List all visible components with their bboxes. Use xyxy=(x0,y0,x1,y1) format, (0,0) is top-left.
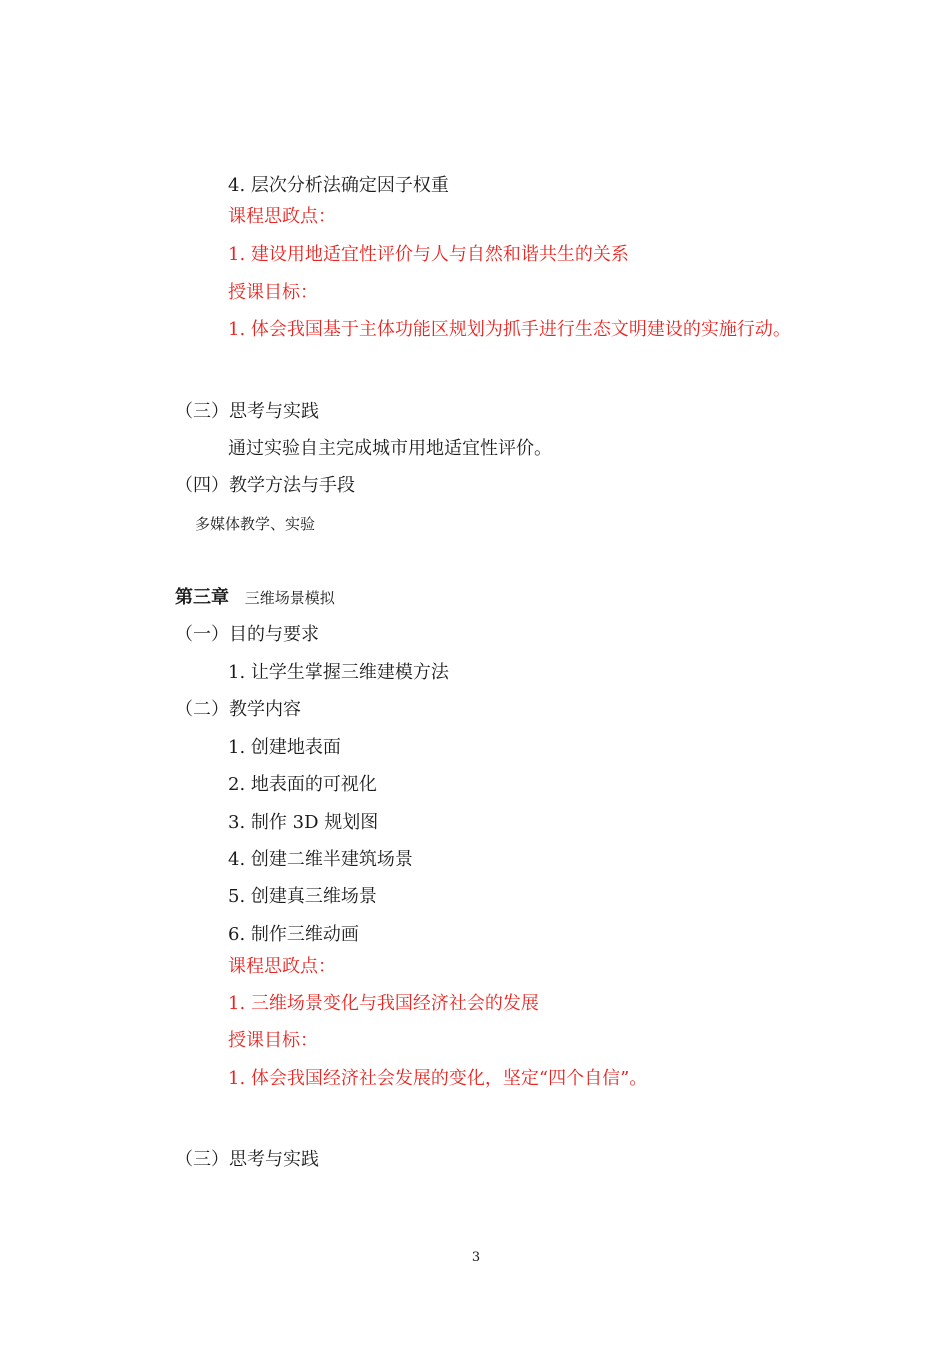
method-heading: （四）教学方法与手段 xyxy=(175,475,355,496)
ideology-label: 课程思政点： xyxy=(228,206,336,227)
goal-item-1: 1. 体会我国基于主体功能区规划为抓手进行生态文明建设的实施行动。 xyxy=(228,319,791,340)
content-item: 3. 制作 3D 规划图 xyxy=(228,812,379,833)
method-text: 多媒体教学、实验 xyxy=(195,515,316,533)
ideology-item-1: 1. 建设用地适宜性评价与人与自然和谐共生的关系 xyxy=(228,244,629,265)
content-item: 2. 地表面的可视化 xyxy=(228,774,377,795)
content-item-4: 4. 层次分析法确定因子权重 xyxy=(228,175,449,196)
content-item: 1. 创建地表面 xyxy=(228,737,341,758)
chapter-heading xyxy=(175,586,335,610)
ideology-item-1: 1. 三维场景变化与我国经济社会的发展 xyxy=(228,993,539,1014)
practice-heading: （三）思考与实践 xyxy=(175,401,319,422)
content-item: 4. 创建二维半建筑场景 xyxy=(228,849,413,870)
goal-label: 授课目标： xyxy=(228,282,318,303)
purpose-item-1: 1. 让学生掌握三维建模方法 xyxy=(228,662,449,683)
goal-item-1: 1. 体会我国经济社会发展的变化，坚定“四个自信”。 xyxy=(228,1068,648,1089)
content-heading: （二）教学内容 xyxy=(175,699,301,720)
chapter-label: 第三章 xyxy=(175,587,229,608)
purpose-heading: （一）目的与要求 xyxy=(175,624,319,645)
ideology-label: 课程思政点： xyxy=(228,956,336,977)
chapter-title: 三维场景模拟 xyxy=(244,589,335,607)
goal-label: 授课目标： xyxy=(228,1030,318,1051)
practice-heading: （三）思考与实践 xyxy=(175,1149,319,1170)
practice-text: 通过实验自主完成城市用地适宜性评价。 xyxy=(228,438,552,459)
content-item: 6. 制作三维动画 xyxy=(228,924,359,945)
page-number: 3 xyxy=(471,1250,481,1265)
content-item: 5. 创建真三维场景 xyxy=(228,886,377,907)
